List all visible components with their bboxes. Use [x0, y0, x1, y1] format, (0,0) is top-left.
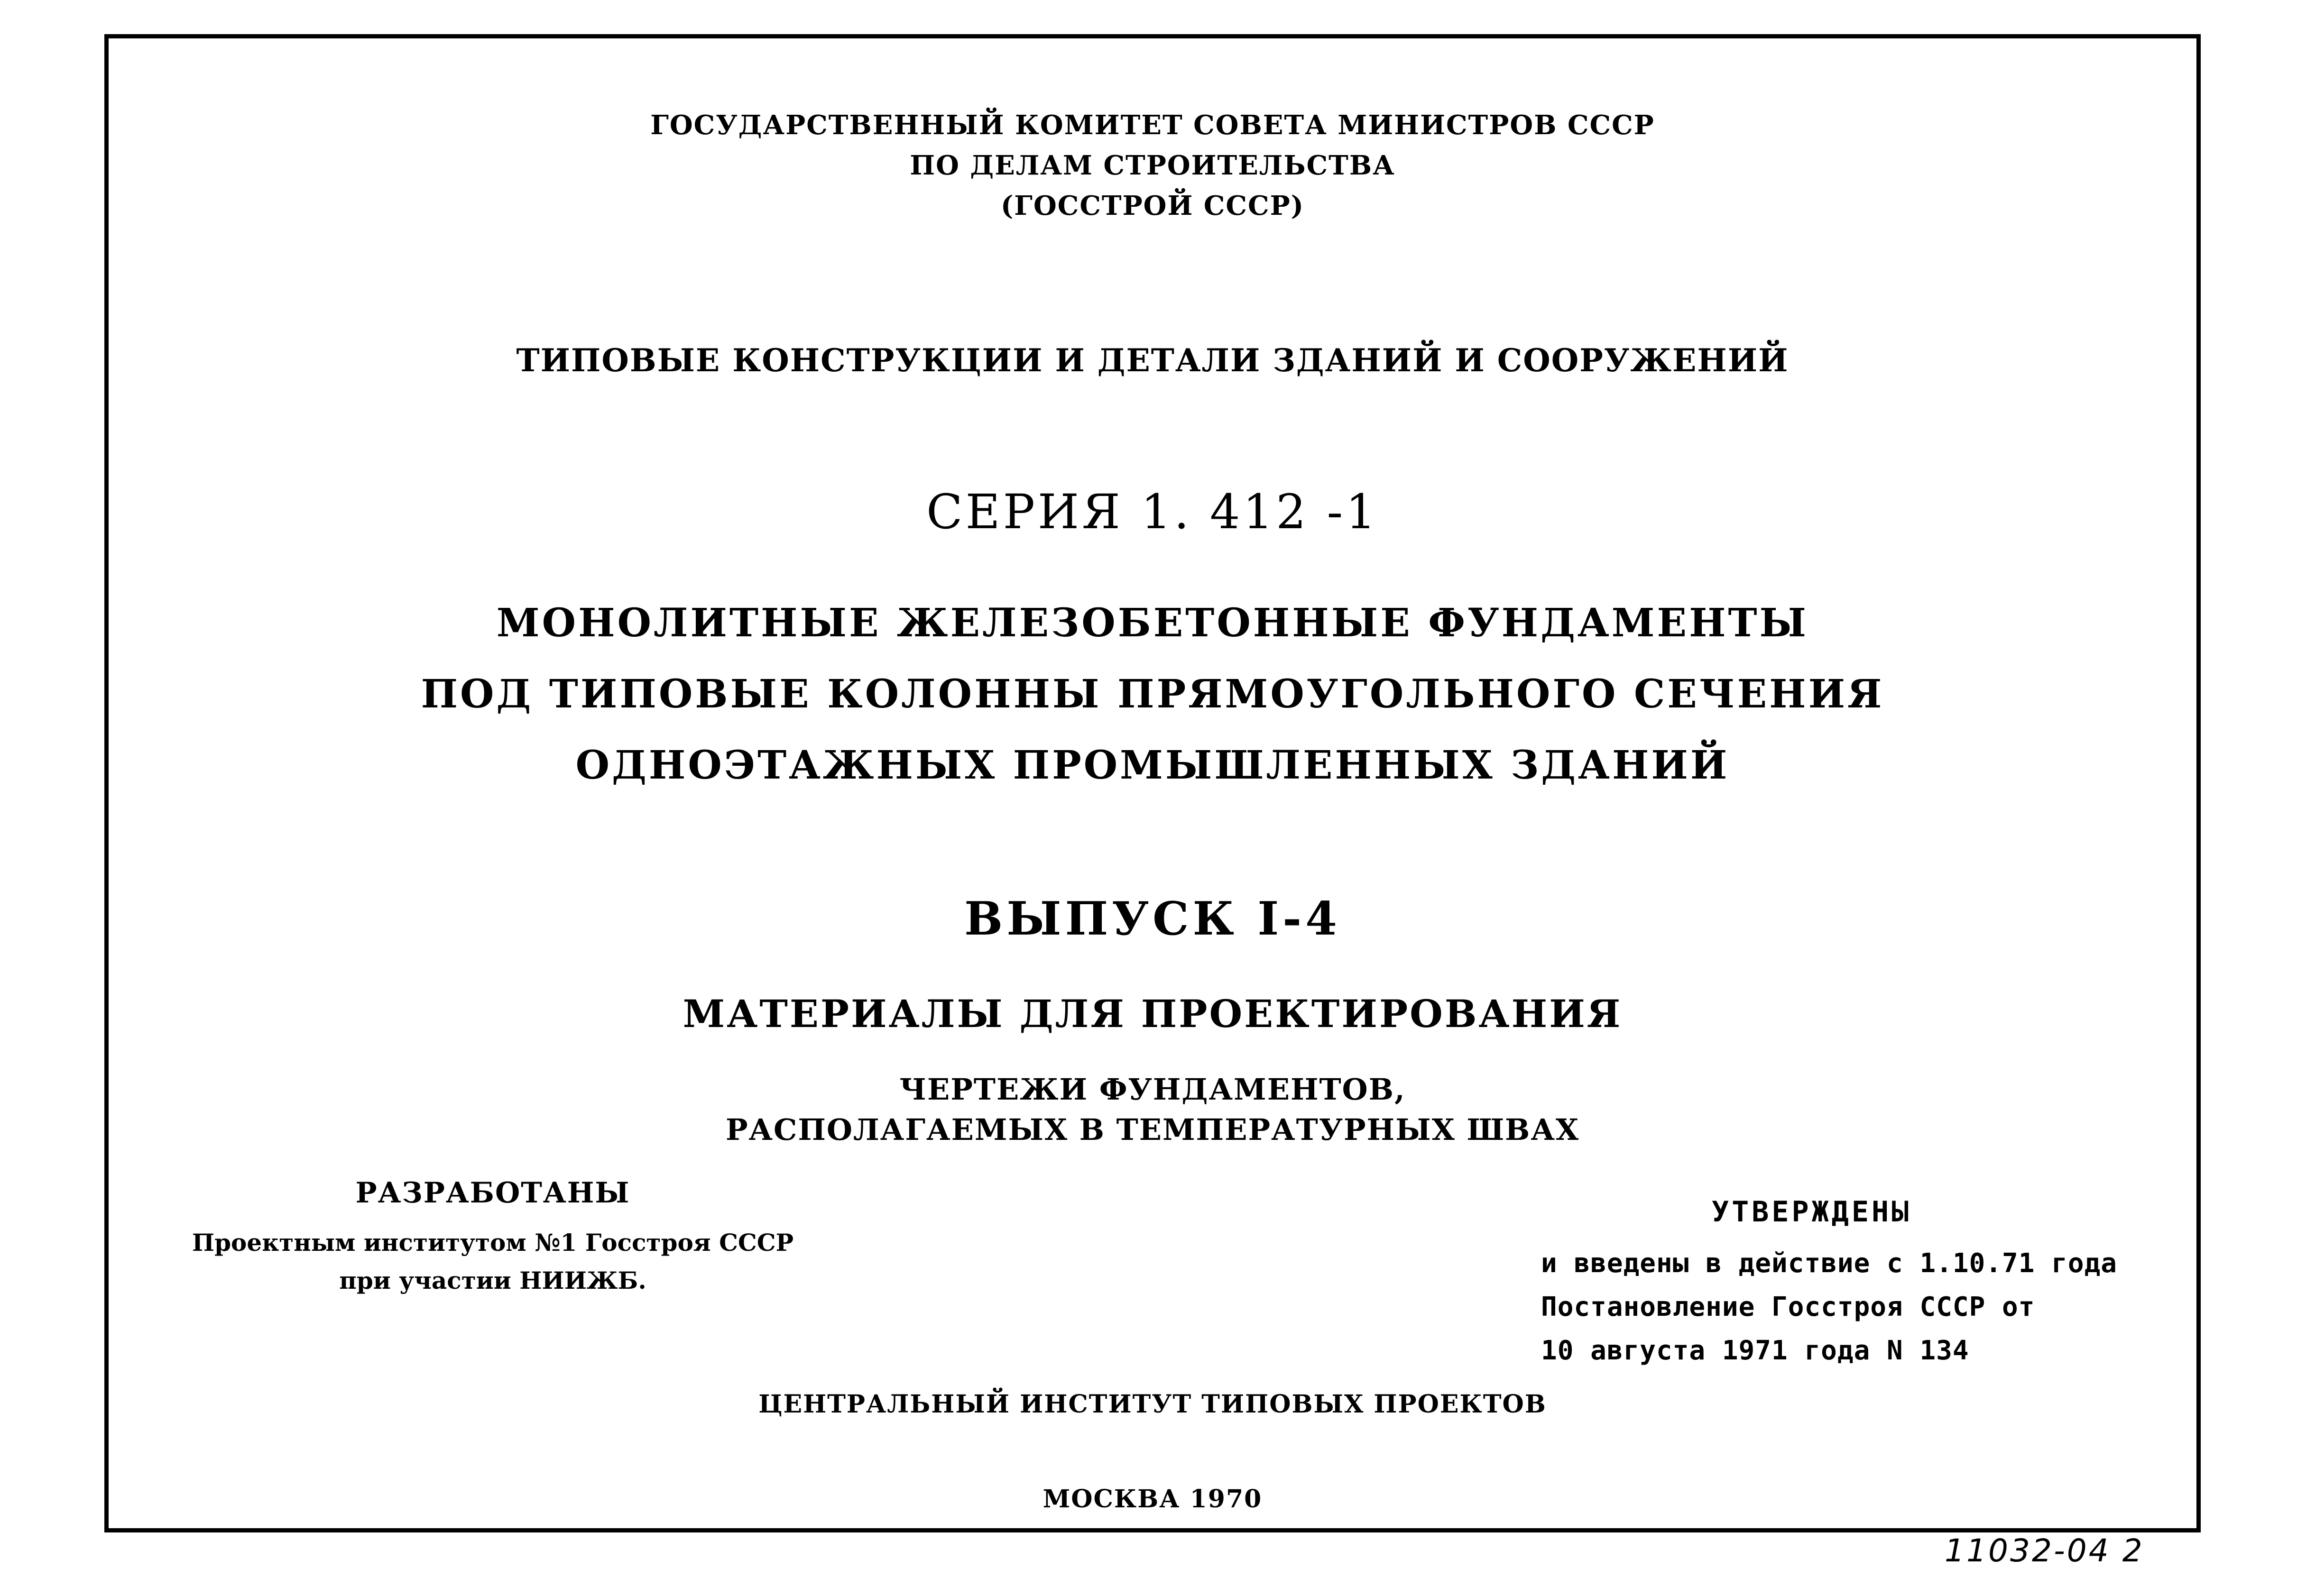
developed-title: РАЗРАБОТАНЫ	[355, 1176, 630, 1210]
document-number: 11032-04 2	[1945, 1532, 2144, 1569]
approved-line-3: 10 августа 1971 года N 134	[1541, 1335, 1969, 1366]
publisher-institute: ЦЕНТРАЛЬНЫЙ ИНСТИТУТ ТИПОВЫХ ПРОЕКТОВ	[758, 1390, 1547, 1419]
approved-line-2: Постановление Госстроя СССР от	[1541, 1292, 2035, 1322]
developed-line-2: при участии НИИЖБ.	[339, 1266, 646, 1294]
header-line-2: ПО ДЕЛАМ СТРОИТЕЛЬСТВА	[910, 150, 1395, 181]
drawings-line-1: ЧЕРТЕЖИ ФУНДАМЕНТОВ,	[899, 1072, 1406, 1107]
approved-title: УТВЕРЖДЕНЫ	[1712, 1195, 1912, 1229]
issue-title: ВЫПУСК I-4	[964, 892, 1341, 945]
header-line-1: ГОСУДАРСТВЕННЫЙ КОМИТЕТ СОВЕТА МИНИСТРОВ СССР	[650, 110, 1655, 141]
approved-line-1: и введены в действие с 1.10.71 года	[1541, 1248, 2118, 1279]
subject-line-3: ОДНОЭТАЖНЫХ ПРОМЫШЛЕННЫХ ЗДАНИЙ	[575, 743, 1730, 788]
subject-line-1: МОНОЛИТНЫЕ ЖЕЛЕЗОБЕТОННЫЕ ФУНДАМЕНТЫ	[496, 600, 1809, 646]
developed-line-1: Проектным институтом №1 Госстроя СССР	[192, 1229, 794, 1257]
drawings-line-2: РАСПОЛАГАЕМЫХ В ТЕМПЕРАТУРНЫХ ШВАХ	[725, 1112, 1580, 1147]
collection-title: ТИПОВЫЕ КОНСТРУКЦИИ И ДЕТАЛИ ЗДАНИЙ И СООРУЖЕНИЙ	[516, 342, 1789, 379]
approved-block	[1541, 1195, 2205, 1373]
title-sheet-frame	[104, 34, 2201, 1532]
materials-heading: МАТЕРИАЛЫ ДЛЯ ПРОЕКТИРОВАНИЯ	[683, 991, 1623, 1036]
developed-block	[184, 1176, 801, 1300]
subject-line-2: ПОД ТИПОВЫЕ КОЛОННЫ ПРЯМОУГОЛЬНОГО СЕЧЕНИЯ	[421, 671, 1884, 717]
city-year: МОСКВА 1970	[1042, 1485, 1263, 1513]
series-title: СЕРИЯ 1. 412 -1	[926, 484, 1379, 540]
header-line-3: (ГОССТРОЙ СССР)	[1000, 190, 1305, 221]
